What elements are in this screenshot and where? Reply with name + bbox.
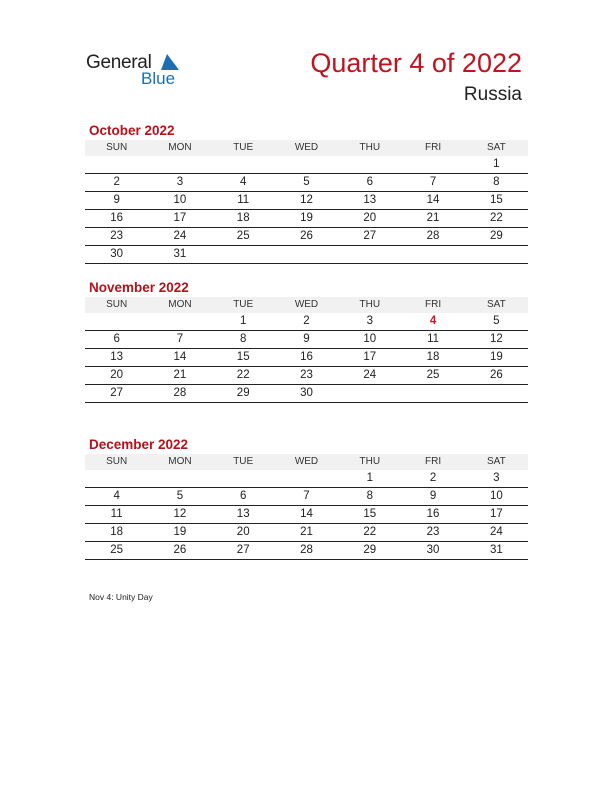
empty-day-cell (465, 385, 528, 403)
day-cell: 29 (465, 228, 528, 246)
day-cell: 24 (338, 367, 401, 385)
day-cell: 17 (148, 210, 211, 228)
month-title: December 2022 (89, 437, 189, 452)
holiday-note: Nov 4: Unity Day (89, 592, 153, 602)
country-name: Russia (463, 84, 522, 105)
weekday-header (85, 297, 528, 313)
day-cell: 1 (338, 470, 401, 488)
day-cell: 5 (275, 174, 338, 192)
logo-blue-text: Blue (141, 69, 176, 88)
day-cell: 21 (148, 367, 211, 385)
empty-day-cell (85, 470, 148, 488)
empty-day-cell (275, 470, 338, 488)
empty-day-cell (148, 156, 211, 174)
day-cell: 20 (212, 524, 275, 542)
day-cell: 28 (401, 228, 464, 246)
weekday-label: THU (338, 297, 401, 313)
weekday-header (85, 140, 528, 156)
quarter-title: Quarter 4 of 2022 (310, 48, 522, 78)
empty-day-cell (85, 156, 148, 174)
day-cell: 1 (212, 313, 275, 331)
month-november (85, 279, 528, 403)
empty-day-cell (85, 313, 148, 331)
day-cell: 7 (275, 488, 338, 506)
day-cell: 30 (275, 385, 338, 403)
day-cell: 17 (338, 349, 401, 367)
day-cell: 15 (212, 349, 275, 367)
weekday-label: MON (148, 454, 211, 470)
empty-day-cell (401, 385, 464, 403)
day-cell: 23 (401, 524, 464, 542)
day-cell: 23 (85, 228, 148, 246)
day-cell: 26 (148, 542, 211, 560)
day-cell: 15 (465, 192, 528, 210)
day-cell: 28 (148, 385, 211, 403)
weekday-label: SAT (465, 140, 528, 156)
day-cell: 2 (85, 174, 148, 192)
day-cell: 3 (338, 313, 401, 331)
month-december (85, 436, 528, 560)
day-cell: 23 (275, 367, 338, 385)
day-cell: 2 (401, 470, 464, 488)
day-cell: 30 (401, 542, 464, 560)
empty-day-cell (338, 156, 401, 174)
weekday-label: SUN (85, 140, 148, 156)
day-cell: 20 (85, 367, 148, 385)
day-cell: 19 (275, 210, 338, 228)
logo-triangle-icon (161, 54, 179, 70)
day-cell: 22 (465, 210, 528, 228)
day-cell: 18 (85, 524, 148, 542)
day-cell: 31 (465, 542, 528, 560)
weekday-label: FRI (401, 454, 464, 470)
day-cell: 6 (338, 174, 401, 192)
day-cell: 8 (465, 174, 528, 192)
day-cell: 16 (85, 210, 148, 228)
empty-day-cell (212, 246, 275, 264)
weekday-label: SUN (85, 297, 148, 313)
day-cell: 12 (148, 506, 211, 524)
day-cell: 9 (85, 192, 148, 210)
weekday-label: WED (275, 140, 338, 156)
empty-day-cell (275, 246, 338, 264)
day-cell: 6 (85, 331, 148, 349)
day-cell: 9 (275, 331, 338, 349)
day-cell: 24 (465, 524, 528, 542)
day-cell: 25 (85, 542, 148, 560)
day-cell: 27 (85, 385, 148, 403)
calendar-grid (85, 156, 528, 264)
day-cell: 4 (85, 488, 148, 506)
day-cell: 26 (465, 367, 528, 385)
weekday-label: SUN (85, 454, 148, 470)
day-cell: 22 (212, 367, 275, 385)
day-cell: 18 (212, 210, 275, 228)
day-cell: 9 (401, 488, 464, 506)
weekday-label: FRI (401, 297, 464, 313)
day-cell: 7 (401, 174, 464, 192)
weekday-label: MON (148, 297, 211, 313)
day-cell: 29 (212, 385, 275, 403)
empty-day-cell (401, 156, 464, 174)
weekday-label: THU (338, 454, 401, 470)
day-cell: 26 (275, 228, 338, 246)
logo-general-text: General (86, 52, 152, 73)
weekday-label: WED (275, 297, 338, 313)
day-cell: 5 (148, 488, 211, 506)
day-cell: 21 (275, 524, 338, 542)
day-cell: 19 (148, 524, 211, 542)
empty-day-cell (338, 385, 401, 403)
weekday-label: TUE (212, 454, 275, 470)
weekday-label: MON (148, 140, 211, 156)
weekday-label: TUE (212, 297, 275, 313)
day-cell: 14 (275, 506, 338, 524)
day-cell: 11 (401, 331, 464, 349)
day-cell: 10 (338, 331, 401, 349)
day-cell: 5 (465, 313, 528, 331)
empty-day-cell (148, 313, 211, 331)
day-cell: 27 (212, 542, 275, 560)
day-cell: 18 (401, 349, 464, 367)
generalblue-logo (86, 52, 196, 92)
day-cell: 7 (148, 331, 211, 349)
weekday-header (85, 454, 528, 470)
day-cell: 11 (85, 506, 148, 524)
day-cell: 12 (275, 192, 338, 210)
day-cell: 30 (85, 246, 148, 264)
day-cell: 2 (275, 313, 338, 331)
empty-day-cell (338, 246, 401, 264)
weekday-label: FRI (401, 140, 464, 156)
day-cell: 8 (212, 331, 275, 349)
day-cell: 19 (465, 349, 528, 367)
day-cell: 14 (401, 192, 464, 210)
weekday-label: TUE (212, 140, 275, 156)
weekday-label: SAT (465, 454, 528, 470)
day-cell: 13 (212, 506, 275, 524)
empty-day-cell (401, 246, 464, 264)
month-october (85, 122, 528, 264)
month-title: November 2022 (89, 280, 189, 295)
day-cell: 29 (338, 542, 401, 560)
empty-day-cell (465, 246, 528, 264)
day-cell: 4 (212, 174, 275, 192)
day-cell: 16 (275, 349, 338, 367)
empty-day-cell (212, 156, 275, 174)
weekday-label: WED (275, 454, 338, 470)
weekday-label: SAT (465, 297, 528, 313)
day-cell: 15 (338, 506, 401, 524)
day-cell: 12 (465, 331, 528, 349)
weekday-label: THU (338, 140, 401, 156)
day-cell: 22 (338, 524, 401, 542)
month-title: October 2022 (89, 123, 175, 138)
day-cell: 13 (338, 192, 401, 210)
day-cell: 31 (148, 246, 211, 264)
day-cell: 20 (338, 210, 401, 228)
empty-day-cell (148, 470, 211, 488)
day-cell: 28 (275, 542, 338, 560)
day-cell: 21 (401, 210, 464, 228)
day-cell: 8 (338, 488, 401, 506)
day-cell: 11 (212, 192, 275, 210)
day-cell: 24 (148, 228, 211, 246)
day-cell: 25 (401, 367, 464, 385)
empty-day-cell (275, 156, 338, 174)
day-cell: 4 (401, 313, 464, 331)
day-cell: 16 (401, 506, 464, 524)
day-cell: 25 (212, 228, 275, 246)
empty-day-cell (212, 470, 275, 488)
calendar-grid (85, 470, 528, 560)
day-cell: 17 (465, 506, 528, 524)
day-cell: 6 (212, 488, 275, 506)
day-cell: 14 (148, 349, 211, 367)
day-cell: 27 (338, 228, 401, 246)
day-cell: 10 (148, 192, 211, 210)
day-cell: 10 (465, 488, 528, 506)
day-cell: 1 (465, 156, 528, 174)
day-cell: 13 (85, 349, 148, 367)
day-cell: 3 (465, 470, 528, 488)
day-cell: 3 (148, 174, 211, 192)
calendar-grid (85, 313, 528, 403)
